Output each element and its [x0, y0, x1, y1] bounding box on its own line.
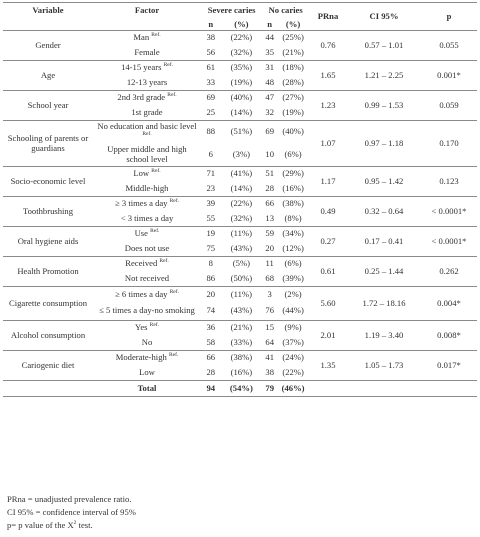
total-nocaries-n: 79 — [265, 382, 274, 393]
nocaries-n-cell: 32 — [265, 106, 274, 117]
header-prna: PRna — [317, 10, 339, 21]
factor-cell — [93, 227, 201, 242]
severe-pct-cell: (51%) — [230, 126, 253, 137]
nocaries-n-cell: 15 — [265, 322, 274, 333]
nocaries-pct-cell: (12%) — [282, 242, 304, 253]
nocaries-n-cell: 51 — [265, 168, 274, 179]
ci-cell: 1.72 – 18.16 — [362, 297, 406, 308]
severe-pct-cell: (22%) — [230, 32, 253, 43]
severe-pct-cell: (32%) — [230, 46, 253, 57]
factor-label: < 3 times a day — [120, 212, 174, 223]
factor-label: Middle-high — [125, 182, 169, 193]
factor-cell — [93, 257, 201, 272]
subheader-n: n — [267, 18, 273, 29]
p-value-cell: < 0.0001* — [431, 235, 467, 246]
ci-cell: 0.57 – 1.01 — [364, 39, 404, 50]
nocaries-n-cell: 47 — [265, 92, 274, 103]
factor-cell — [93, 46, 201, 61]
nocaries-pct-cell: (34%) — [282, 228, 304, 239]
nocaries-n-cell: 64 — [265, 336, 274, 347]
nocaries-pct-cell: (6%) — [284, 148, 302, 159]
severe-pct-cell: (40%) — [230, 92, 253, 103]
table-body — [3, 31, 477, 397]
prna-cell: 1.17 — [320, 175, 336, 186]
table-row — [3, 351, 477, 366]
variable-cell: Socio-economic level — [10, 175, 86, 186]
p-value-cell: 0.170 — [439, 137, 459, 148]
severe-n-cell: 20 — [206, 288, 216, 299]
table-row — [3, 197, 477, 212]
nocaries-pct-cell: (39%) — [282, 272, 304, 283]
variable-cell: Cigarette consumption — [8, 297, 88, 308]
total-nocaries-pct: (46%) — [281, 382, 305, 393]
factor-cell — [93, 61, 201, 76]
nocaries-pct-cell: (8%) — [284, 212, 302, 223]
variable-cell: Toothbrushing — [22, 205, 73, 216]
header-variable: Variable — [32, 5, 64, 16]
factor-label: 12-13 years — [126, 76, 168, 87]
nocaries-n-cell: 59 — [265, 228, 274, 239]
severe-pct-cell: (14%) — [230, 182, 253, 193]
ci-cell: 1.21 – 2.25 — [364, 69, 404, 80]
severe-pct-cell: (5%) — [232, 258, 250, 269]
reference-marker: Ref. — [169, 288, 179, 295]
prna-cell: 0.49 — [320, 205, 336, 216]
factor-label: Upper middle and high school level — [107, 143, 187, 164]
variable-cell: Alcohol consumption — [10, 329, 86, 340]
factor-label: No education and basic level — [97, 121, 197, 132]
severe-n-cell: 61 — [206, 62, 216, 73]
reference-marker: Ref. — [142, 131, 152, 138]
table-row — [3, 91, 477, 106]
factor-label: 1st grade — [131, 106, 163, 117]
nocaries-n-cell: 38 — [265, 366, 274, 377]
factor-label: Moderate-high — [115, 352, 167, 363]
nocaries-pct-cell: (24%) — [282, 352, 304, 363]
factor-label: Low — [133, 168, 150, 179]
nocaries-n-cell: 31 — [265, 62, 274, 73]
factor-cell — [93, 182, 201, 197]
factor-cell — [93, 212, 201, 227]
severe-pct-cell: (11%) — [230, 228, 252, 239]
variable-cell: Cariogenic diet — [21, 359, 75, 370]
factor-cell — [93, 31, 201, 46]
variable-cell — [3, 381, 93, 397]
nocaries-pct-cell: (37%) — [282, 336, 304, 347]
table-row — [3, 61, 477, 76]
severe-n-cell: 25 — [206, 106, 216, 117]
prna-cell: 1.07 — [320, 137, 336, 148]
total-row — [3, 381, 477, 397]
ci-cell: 1.19 – 3.40 — [364, 329, 404, 340]
nocaries-pct-cell: (27%) — [282, 92, 304, 103]
variable-cell: Health Promotion — [17, 265, 79, 276]
table-row — [3, 167, 477, 182]
reference-marker: Ref. — [168, 352, 179, 359]
severe-pct-cell: (21%) — [230, 322, 253, 333]
header-no-caries: No caries — [268, 5, 303, 16]
factor-cell — [93, 366, 201, 381]
nocaries-pct-cell: (22%) — [282, 366, 304, 377]
factor-label: 2nd 3rd grade — [117, 92, 166, 103]
factor-label: Received — [125, 258, 158, 269]
prna-cell: 1.35 — [320, 359, 336, 370]
nocaries-pct-cell: (21%) — [282, 46, 304, 57]
nocaries-n-cell: 66 — [265, 198, 274, 209]
reference-marker: Ref. — [149, 322, 159, 329]
ci-cell: 0.97 – 1.18 — [364, 137, 404, 148]
severe-n-cell: 8 — [208, 258, 213, 269]
severe-n-cell: 69 — [206, 92, 216, 103]
prna-cell: 1.65 — [320, 69, 336, 80]
ci-cell: 1.05 – 1.73 — [364, 359, 404, 370]
prna-cell: 5.60 — [320, 297, 336, 308]
factor-cell — [93, 167, 201, 182]
factor-cell — [93, 336, 201, 351]
variable-cell: Oral hygiene aids — [17, 235, 79, 246]
nocaries-n-cell: 11 — [265, 258, 274, 269]
severe-pct-cell: (14%) — [230, 106, 253, 117]
reference-marker: Ref. — [167, 92, 177, 99]
nocaries-pct-cell: (16%) — [282, 182, 304, 193]
factor-cell — [93, 144, 201, 167]
p-value-cell: 0.059 — [439, 99, 459, 110]
factor-cell — [93, 197, 201, 212]
factor-label: Man — [133, 32, 150, 43]
reference-marker: Ref. — [150, 228, 160, 235]
severe-n-cell: 36 — [206, 322, 216, 333]
ci-cell: 0.32 – 0.64 — [364, 205, 404, 216]
ci-cell: 0.17 – 0.41 — [364, 235, 404, 246]
nocaries-n-cell: 20 — [265, 242, 274, 253]
factor-label: Yes — [135, 322, 148, 333]
factor-label: Does not use — [124, 242, 170, 253]
factor-label: Not received — [124, 272, 170, 283]
p-value-cell: 0.055 — [439, 39, 459, 50]
p-value-cell: 0.262 — [439, 265, 459, 276]
severe-n-cell: 55 — [206, 212, 216, 223]
nocaries-n-cell: 48 — [265, 76, 274, 87]
factor-cell — [93, 242, 201, 257]
nocaries-pct-cell: (44%) — [282, 305, 304, 316]
total-label: Total — [137, 382, 157, 393]
severe-pct-cell: (33%) — [230, 336, 253, 347]
nocaries-pct-cell: (25%) — [282, 32, 304, 43]
prna-cell: 1.23 — [320, 99, 336, 110]
ci-cell: 0.99 – 1.53 — [364, 99, 404, 110]
severe-n-cell: 58 — [206, 336, 216, 347]
factor-cell — [93, 76, 201, 91]
factor-label: No — [141, 336, 153, 347]
reference-marker: Ref. — [151, 32, 161, 39]
p-value-cell: 0.123 — [439, 175, 459, 186]
severe-n-cell: 86 — [206, 272, 216, 283]
reference-marker: Ref. — [151, 168, 161, 175]
p-value-cell: 0.017* — [437, 359, 461, 370]
prna-cell: 0.61 — [320, 265, 336, 276]
nocaries-pct-cell: (18%) — [282, 62, 304, 73]
header-severe-caries: Severe caries — [207, 5, 256, 16]
footnote-ci: CI 95% = confidence interval of 95% — [7, 507, 136, 517]
nocaries-n-cell: 44 — [265, 32, 274, 43]
severe-n-cell: 56 — [206, 46, 216, 57]
nocaries-pct-cell: (19%) — [282, 106, 304, 117]
nocaries-n-cell: 28 — [265, 182, 274, 193]
severe-n-cell: 88 — [206, 126, 216, 137]
factor-label: ≥ 6 times a day — [115, 288, 168, 299]
severe-n-cell: 6 — [208, 148, 213, 159]
header-factor: Factor — [134, 5, 160, 16]
factor-label: ≥ 3 times a day — [115, 198, 168, 209]
severe-pct-cell: (22%) — [230, 198, 253, 209]
nocaries-pct-cell: (38%) — [282, 198, 304, 209]
severe-n-cell: 33 — [206, 76, 216, 87]
nocaries-pct-cell: (2%) — [284, 288, 302, 299]
ci-cell: 0.25 – 1.44 — [364, 265, 404, 276]
nocaries-n-cell: 35 — [265, 46, 274, 57]
severe-pct-cell: (38%) — [230, 352, 253, 363]
severe-pct-cell: (3%) — [232, 148, 250, 159]
severe-pct-cell: (43%) — [230, 305, 253, 316]
empty-cell — [421, 381, 477, 397]
prna-cell: 0.76 — [320, 39, 336, 50]
nocaries-pct-cell: (28%) — [282, 76, 304, 87]
factor-cell — [93, 303, 201, 321]
variable-cell: Gender — [35, 39, 61, 50]
subheader-n: n — [208, 18, 214, 29]
nocaries-pct-cell: (9%) — [284, 322, 302, 333]
p-value-cell: < 0.0001* — [431, 205, 467, 216]
nocaries-pct-cell: (6%) — [284, 258, 302, 269]
severe-pct-cell: (19%) — [230, 76, 253, 87]
p-value-cell: 0.004* — [437, 297, 461, 308]
nocaries-n-cell: 41 — [265, 352, 274, 363]
empty-cell — [347, 381, 421, 397]
factor-cell — [93, 121, 201, 144]
factor-label: Low — [139, 366, 155, 377]
severe-pct-cell: (35%) — [230, 62, 253, 73]
variable-cell: School year — [27, 99, 69, 110]
reference-marker: Ref. — [169, 198, 179, 205]
reference-marker: Ref. — [163, 62, 173, 69]
factor-cell — [93, 91, 201, 106]
nocaries-n-cell: 76 — [265, 305, 274, 316]
footnote-p: p= p value of the $X^2$ test. — [7, 520, 93, 530]
nocaries-n-cell: 13 — [265, 212, 274, 223]
severe-n-cell: 66 — [206, 352, 216, 363]
severe-pct-cell: (11%) — [230, 288, 252, 299]
caries-factors-table — [3, 2, 477, 397]
table-row — [3, 287, 477, 303]
factor-label: Use — [134, 228, 148, 239]
factor-cell — [93, 272, 201, 287]
severe-pct-cell: (41%) — [230, 168, 253, 179]
severe-n-cell: 74 — [206, 305, 216, 316]
table-row — [3, 257, 477, 272]
nocaries-n-cell: 3 — [267, 288, 272, 299]
nocaries-pct-cell: (40%) — [282, 126, 304, 137]
ci-cell: 0.95 – 1.42 — [364, 175, 404, 186]
variable-cell: Age — [40, 69, 56, 80]
p-value-cell: 0.001* — [437, 69, 461, 80]
severe-pct-cell: (16%) — [230, 366, 253, 377]
table-row — [3, 321, 477, 336]
factor-cell — [93, 287, 201, 303]
severe-n-cell: 19 — [206, 228, 216, 239]
prna-cell: 0.27 — [320, 235, 336, 246]
table-row — [3, 31, 477, 46]
severe-n-cell: 75 — [206, 242, 216, 253]
header-ci: CI 95% — [369, 10, 399, 21]
nocaries-n-cell: 68 — [265, 272, 274, 283]
severe-pct-cell: (32%) — [230, 212, 253, 223]
factor-cell — [93, 321, 201, 336]
nocaries-n-cell: 10 — [265, 148, 274, 159]
severe-pct-cell: (50%) — [230, 272, 253, 283]
p-value-cell: 0.008* — [437, 329, 461, 340]
factor-label: Female — [134, 46, 160, 57]
variable-cell: Schooling of parents or guardians — [7, 132, 89, 153]
table-row — [3, 121, 477, 144]
prna-cell: 2.01 — [320, 329, 336, 340]
total-severe-n: 94 — [206, 382, 216, 393]
table-footnotes — [7, 493, 136, 532]
table-header-row — [3, 3, 477, 20]
severe-n-cell: 23 — [206, 182, 216, 193]
reference-marker: Ref. — [159, 258, 169, 265]
severe-n-cell: 38 — [206, 32, 216, 43]
footnote-prna: PRna = unadjusted prevalence ratio. — [7, 494, 132, 504]
severe-n-cell: 71 — [206, 168, 216, 179]
nocaries-n-cell: 69 — [265, 126, 274, 137]
severe-pct-cell: (43%) — [230, 242, 253, 253]
total-severe-pct: (54%) — [229, 382, 253, 393]
subheader-pct: (%) — [285, 18, 301, 29]
severe-n-cell: 39 — [206, 198, 216, 209]
factor-label: 14-15 years — [121, 62, 162, 73]
table-row — [3, 227, 477, 242]
subheader-pct: (%) — [234, 18, 249, 29]
factor-cell — [93, 106, 201, 121]
empty-cell — [309, 381, 347, 397]
header-p: p — [446, 10, 452, 21]
severe-n-cell: 28 — [206, 366, 216, 377]
factor-cell — [93, 351, 201, 366]
factor-label: ≤ 5 times a day-no smoking — [99, 305, 195, 316]
nocaries-pct-cell: (29%) — [282, 168, 304, 179]
